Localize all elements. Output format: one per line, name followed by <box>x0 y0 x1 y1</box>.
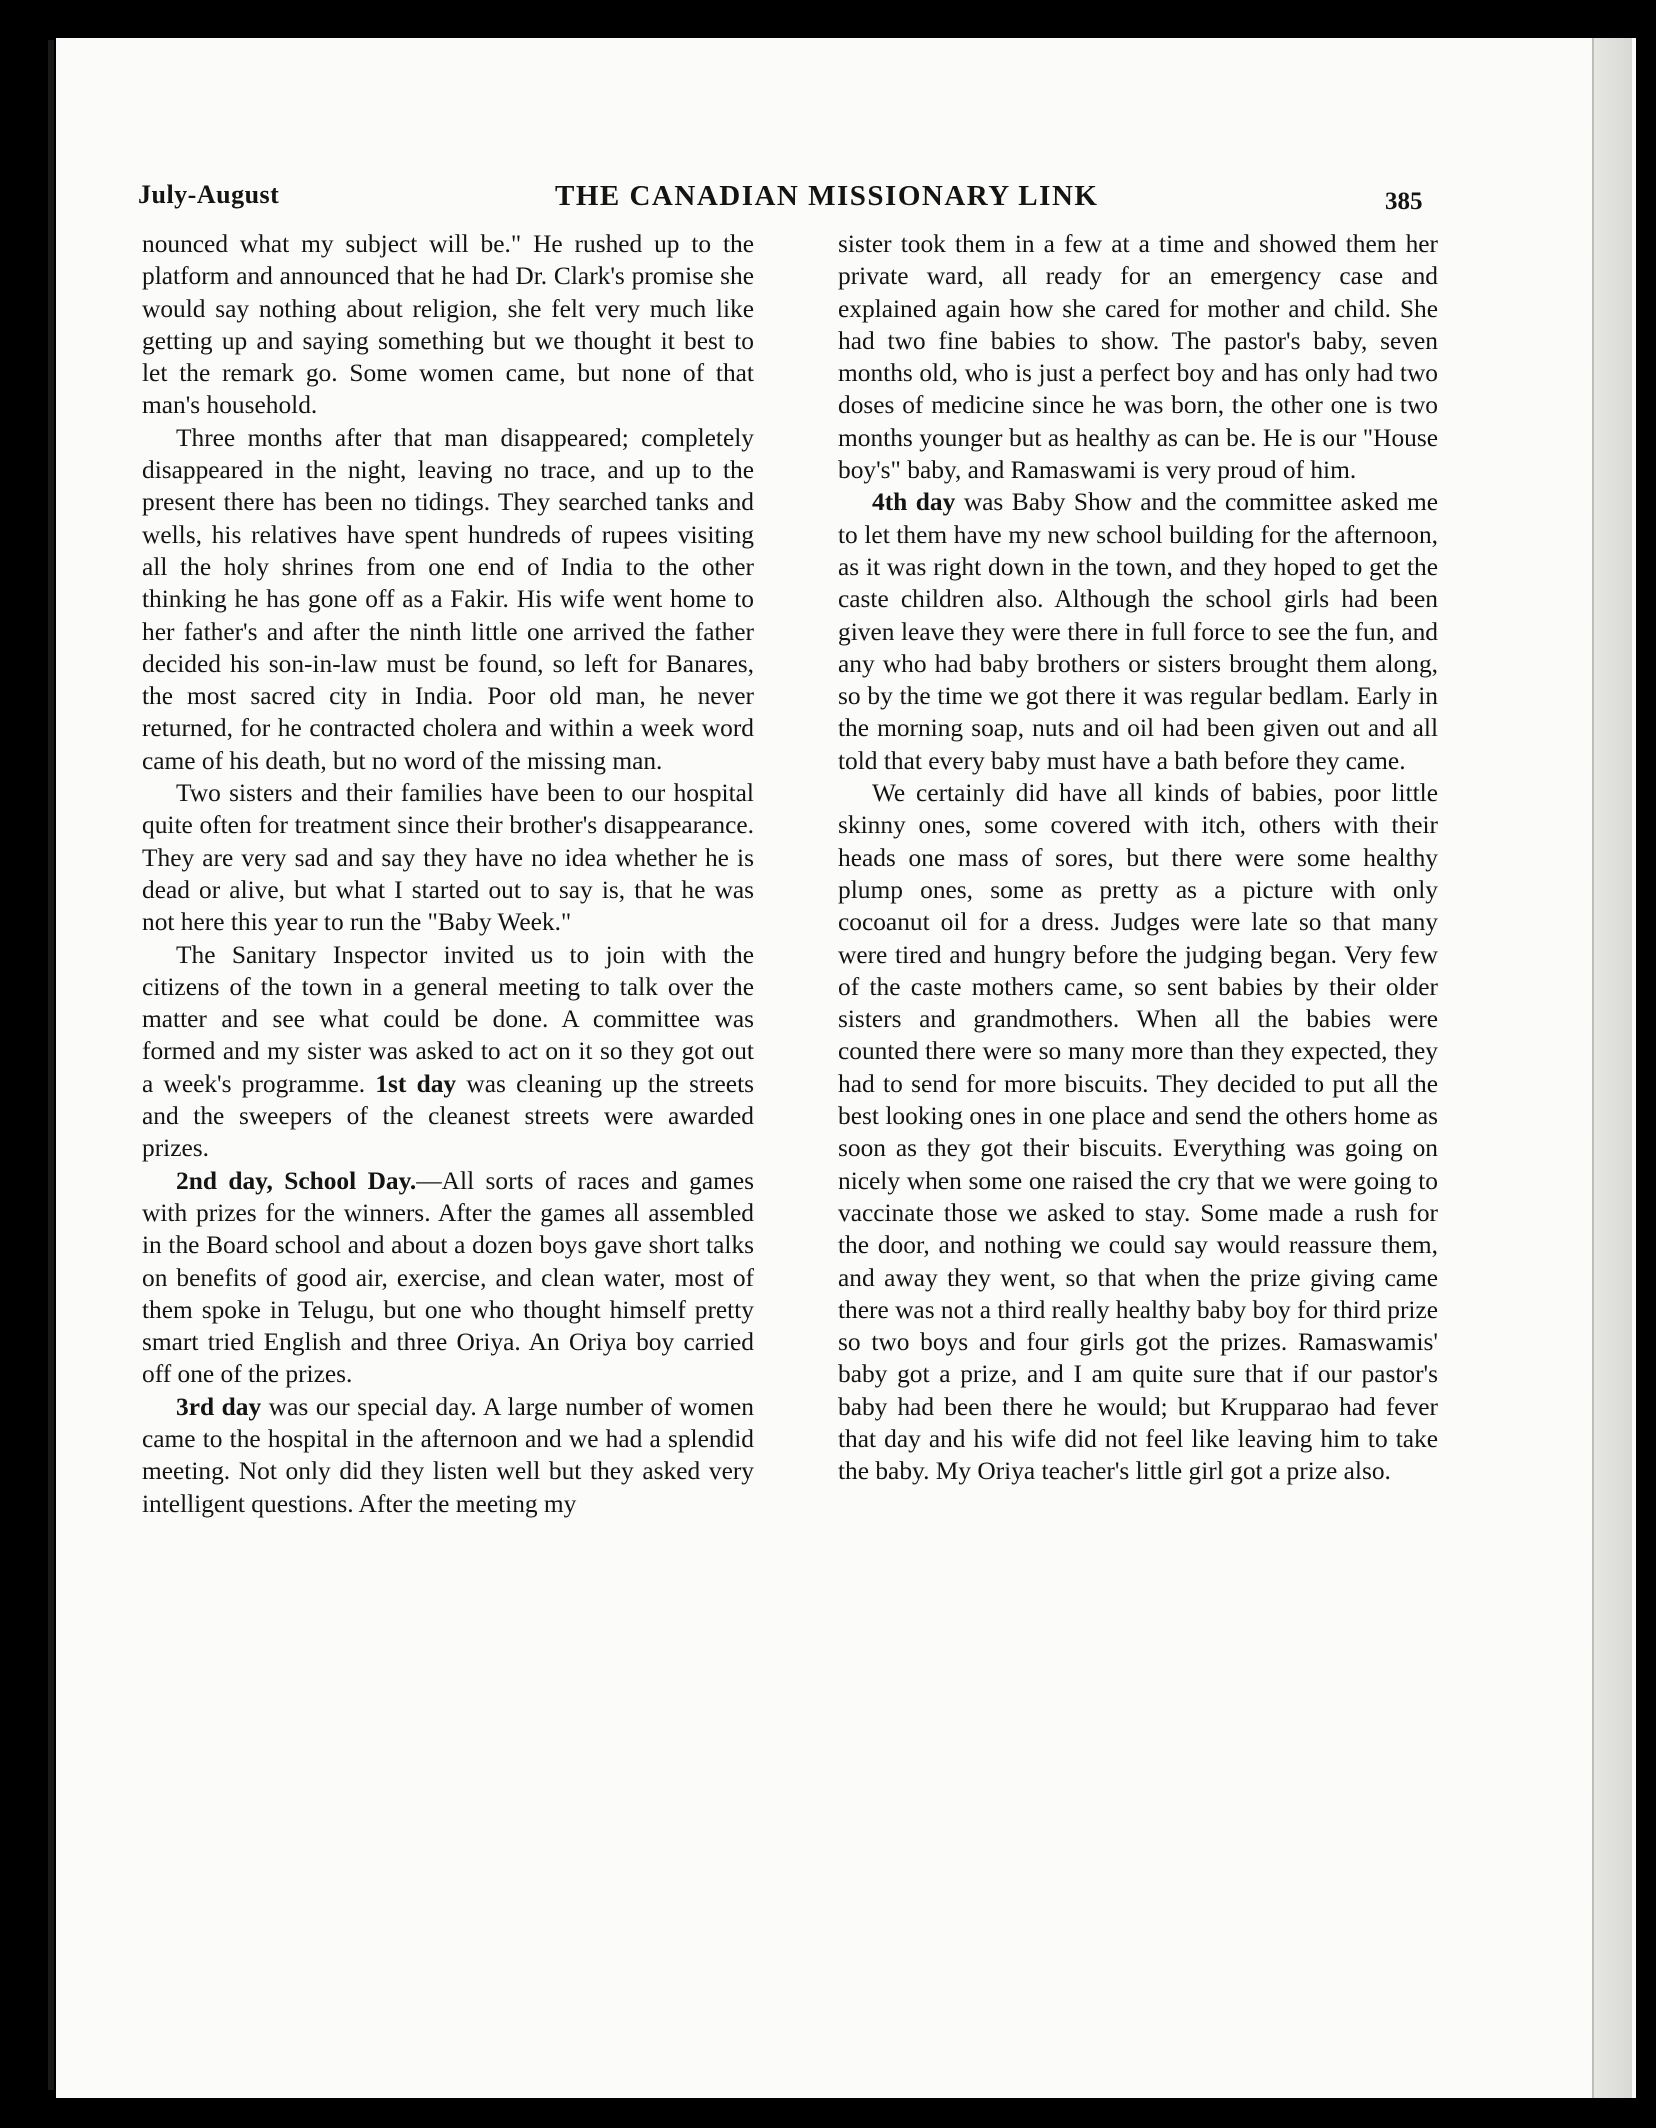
paragraph-text: —All sorts of races and games with prizes for the winners. After the games all assembled in the Board school and about a dozen boys gave short talks on benefits of good air, exercise, and clean water, most of them spoke in Telugu, but one who thought himself pretty smart tried English and three Oriya. An Oriya boy carried off one of the prizes. <box>142 1166 754 1389</box>
left-column <box>142 228 754 1520</box>
day-heading: 1st day <box>375 1069 457 1098</box>
paragraph: Three months after that man disappeared; completely disappeared in the night, leaving no trace, and up to the present there has been no tidings. They searched tanks and wells, his relatives have spent hundreds of rupees visiting all the holy shrines from one end of India to the other thinking he has gone off as a Fakir. His wife went home to her father's and after the ninth little one arrived the father decided his son-in-law must be found, so left for Banares, the most sacred city in India. Poor old man, he never returned, for he contracted cholera and within a week word came of his death, but no word of the missing man. <box>142 423 754 775</box>
publication-title: THE CANADIAN MISSIONARY LINK <box>555 180 1099 212</box>
paragraph-text: was our special day. A large number of women came to the hospital in the afternoon and we had a splendid meeting. Not only did they listen well but they asked very intelligent questions. After the meeting my <box>142 1392 754 1518</box>
page-number: 385 <box>1385 188 1423 215</box>
paragraph: nounced what my subject will be." He rushed up to the platform and announced that he had Dr. Clark's promise she would say nothing about religion, she felt very much like getting up and saying something but we thought it best to let the remark go. Some women came, but none of that man's household. <box>142 230 754 420</box>
day-heading: 3rd day <box>176 1392 262 1421</box>
paragraph <box>142 1391 754 1520</box>
paragraph: sister took them in a few at a time and showed them her private ward, all ready for an emergency case and explained again how she cared for mother and child. She had two fine babies to show. The pastor's baby, seven months old, who is just a perfect boy and has only had two doses of medicine since he was born, the other one is two months younger but as healthy as can be. He is our "House boy's" baby, and Ramaswami is very proud of him. <box>838 230 1438 485</box>
day-heading: 2nd day, School Day. <box>176 1166 417 1195</box>
day-heading: 4th day <box>872 488 956 517</box>
paragraph-text: was Baby Show and the committee asked me to let them have my new school building for the afternoon, as it was right down in the town, and they hoped to get the caste children also. Although the school girls had been given leave they were there in full force to see the fun, and any who had baby brothers or sisters brought them along, so by the time we got there it was regular bedlam. Early in the morning soap, nuts and oil had been given out and all told that every baby must have a bath before they came. <box>838 488 1438 775</box>
paragraph-text: was cleaning up the streets and the sweepers of the cleanest streets were awarded prizes. <box>142 1069 755 1163</box>
paragraph-text: The Sanitary Inspector invited us to join with the citizens of the town in a general meeting to talk over the matter and see what could be done. A committee was formed and my sister was asked to act on it so they got out a week's programme. <box>142 940 754 1098</box>
paragraph <box>142 939 754 1165</box>
paragraph: Two sisters and their families have been to our hospital quite often for treatment since their brother's disappearance. They are very sad and say they have no idea whether he is dead or alive, but what I started out to say is, that he was not here this year to run the "Baby Week." <box>142 779 754 937</box>
paragraph <box>838 486 1438 777</box>
issue-date: July-August <box>138 180 280 209</box>
paragraph: We certainly did have all kinds of babies, poor little skinny ones, some covered with itch, others with their heads one mass of sores, but there were some healthy plump ones, some as pretty as a picture with only cocoanut oil for a dress. Judges were late so that many were tired and hungry before the judging began. Very few of the caste mothers came, so sent babies by their older sisters and grandmothers. When all the babies were counted there were so many more than they expected, they had to send for more biscuits. They decided to put all the best looking ones in one place and send the others home as soon as they got their biscuits. Everything was going on nicely when some one raised the cry that we were going to vaccinate those we asked to stay. Some made a rush for the door, and nothing we could say would reassure them, and away they went, so that when the prize giving came there was not a third really healthy baby boy for third prize so two boys and four girls got the prizes. Ramaswamis' baby got a prize, and I am quite sure that if our pastor's baby had been there he would; but Krupparao had fever that day and his wife did not feel like leaving him to take the baby. My Oriya teacher's little girl got a prize also. <box>838 779 1439 1486</box>
right-column <box>838 228 1438 1488</box>
page-edge-shadow <box>1592 38 1632 2098</box>
paragraph <box>142 1165 754 1391</box>
binding-edge <box>48 40 54 2090</box>
